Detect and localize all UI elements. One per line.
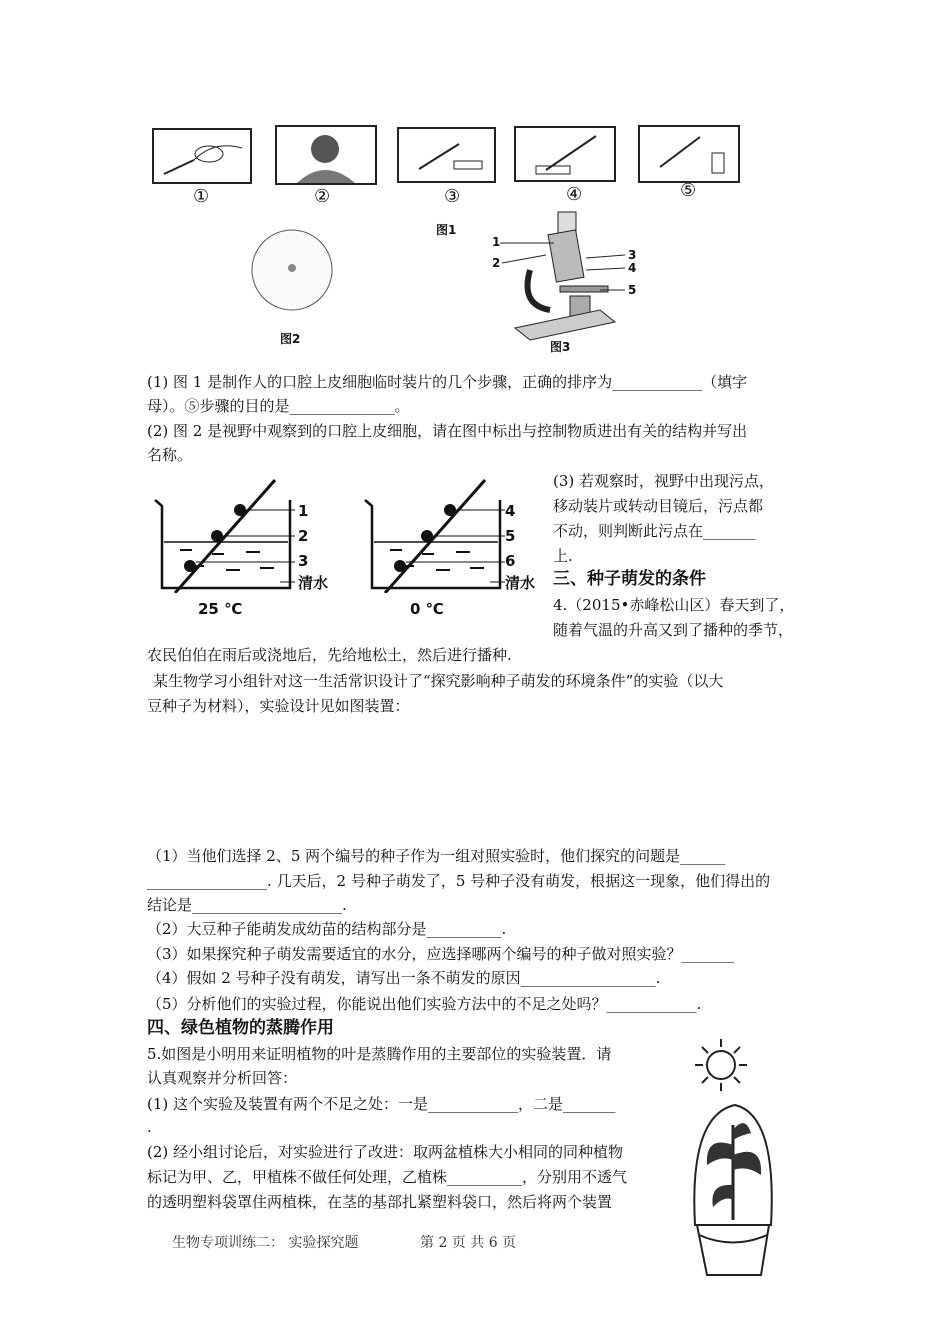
beaker-right-label-6: 6 xyxy=(505,552,516,570)
question-4-2: （2）大豆种子能萌发成幼苗的结构部分是__________. xyxy=(147,920,507,938)
question-3-line-2: 移动装片或转动目镜后，污点都 xyxy=(553,497,764,515)
question-5-1-line-1: (1) 这个实验及装置有两个不足之处：一是____________，二是_______ xyxy=(147,1095,616,1113)
footer-page-number: 第 2 页 共 6 页 xyxy=(420,1235,517,1251)
beaker-left-image xyxy=(150,478,320,593)
question-2-line-2: 名称。 xyxy=(147,446,193,464)
plant-bag-image xyxy=(685,1035,785,1285)
question-4-5: （5）分析他们的实验过程，你能说出他们实验方法中的不足之处吗？____________. xyxy=(147,995,702,1013)
section-3-heading: 三、种子萌发的条件 xyxy=(553,569,706,589)
step-5-image xyxy=(638,125,740,183)
question-5-2-line-2: 标记为甲、乙，甲植株不做任何处理，乙植株__________，分别用不透气 xyxy=(147,1168,628,1186)
beaker-left-temp: 25 ℃ xyxy=(198,600,243,618)
step-4-image xyxy=(514,126,616,182)
beaker-left-label-1: 1 xyxy=(298,502,309,520)
question-5-2-line-3: 的透明塑料袋罩住两植株，在茎的基部扎紧塑料袋口，然后将两个装置 xyxy=(147,1193,613,1211)
microscope-image xyxy=(490,210,640,342)
microscope-label-5: 5 xyxy=(628,283,637,297)
question-5-line-1: 5.如图是小明用来证明植物的叶是蒸腾作用的主要部位的实验装置．请 xyxy=(147,1045,612,1063)
figure-1-caption: 图1 xyxy=(436,223,457,237)
question-4-intro-line-1: 4.（2015•赤峰松山区）春天到了， xyxy=(553,596,795,614)
question-3-line-3: 不动，则判断此污点在_______ xyxy=(553,522,756,540)
question-1-line-2: 母）。⑤步骤的目的是______________。 xyxy=(147,397,410,415)
question-4-line-3: 农民伯伯在雨后或浇地后，先给地松土，然后进行播种. xyxy=(147,646,512,664)
question-1-line-1: (1) 图 1 是制作人的口腔上皮细胞临时装片的几个步骤，正确的排序为____________（填字 xyxy=(147,373,748,391)
step-label-5: ⑤ xyxy=(680,180,697,201)
beaker-left-label-2: 2 xyxy=(298,527,309,545)
beaker-right-label-4: 4 xyxy=(505,502,516,520)
microscope-label-2: 2 xyxy=(492,256,501,270)
question-5-1-line-2: . xyxy=(147,1118,152,1136)
microscope-label-3: 3 xyxy=(628,248,637,262)
step-label-3: ③ xyxy=(444,186,461,207)
beaker-right-temp: 0 ℃ xyxy=(410,600,444,618)
question-5-2-line-1: (2) 经小组讨论后，对实验进行了改进：取两盆植株大小相同的同种植物 xyxy=(147,1143,624,1161)
step-label-2: ② xyxy=(314,186,331,207)
question-4-1-line-3: 结论是____________________. xyxy=(147,896,347,914)
step-1-image xyxy=(152,128,252,184)
question-3-line-1: (3) 若观察时，视野中出现污点， xyxy=(553,472,775,490)
microscope-label-1: 1 xyxy=(492,235,501,249)
question-4-4: （4）假如 2 号种子没有萌发，请写出一条不萌发的原因__________________. xyxy=(147,969,661,987)
question-5-line-2: 认真观察并分析回答： xyxy=(147,1069,298,1087)
step-3-image xyxy=(397,127,496,183)
question-4-line-4: 某生物学习小组针对这一生活常识设计了“探究影响种子萌发的环境条件”的实验（以大 xyxy=(153,672,724,690)
question-4-1-line-1: （1）当他们选择 2、5 两个编号的种子作为一组对照实验时，他们探究的问题是______ xyxy=(147,847,726,865)
beaker-left-label-3: 3 xyxy=(298,552,309,570)
question-4-intro-line-2: 随着气温的升高又到了播种的季节， xyxy=(553,621,794,639)
step-label-4: ④ xyxy=(566,184,583,205)
beaker-right-label-5: 5 xyxy=(505,527,516,545)
section-4-heading: 四、绿色植物的蒸腾作用 xyxy=(147,1018,334,1038)
figure-2-caption: 图2 xyxy=(280,332,301,346)
microscope-label-4: 4 xyxy=(628,261,637,275)
question-4-3: （3）如果探究种子萌发需要适宜的水分，应选择哪两个编号的种子做对照实验？_______ xyxy=(147,945,735,963)
question-2-line-1: (2) 图 2 是视野中观察到的口腔上皮细胞，请在图中标出与控制物质进出有关的结构并写出 xyxy=(147,422,748,440)
beaker-right-label-water: 清水 xyxy=(505,574,536,592)
question-4-1-line-2: ________________. 几天后，2 号种子萌发了，5 号种子没有萌发，根据这一现象，他们得出的 xyxy=(147,872,771,890)
step-2-image xyxy=(275,125,377,185)
question-4-line-5: 豆种子为材料），实验设计见如图装置： xyxy=(147,697,410,715)
question-3-line-4: 上. xyxy=(553,547,573,565)
cell-view-image xyxy=(250,228,334,312)
beaker-left-label-water: 清水 xyxy=(298,574,329,592)
step-label-1: ① xyxy=(193,186,210,207)
footer-left: 生物专项训练二： 实验探究题 xyxy=(172,1235,359,1251)
figure-3-caption: 图3 xyxy=(550,340,571,354)
